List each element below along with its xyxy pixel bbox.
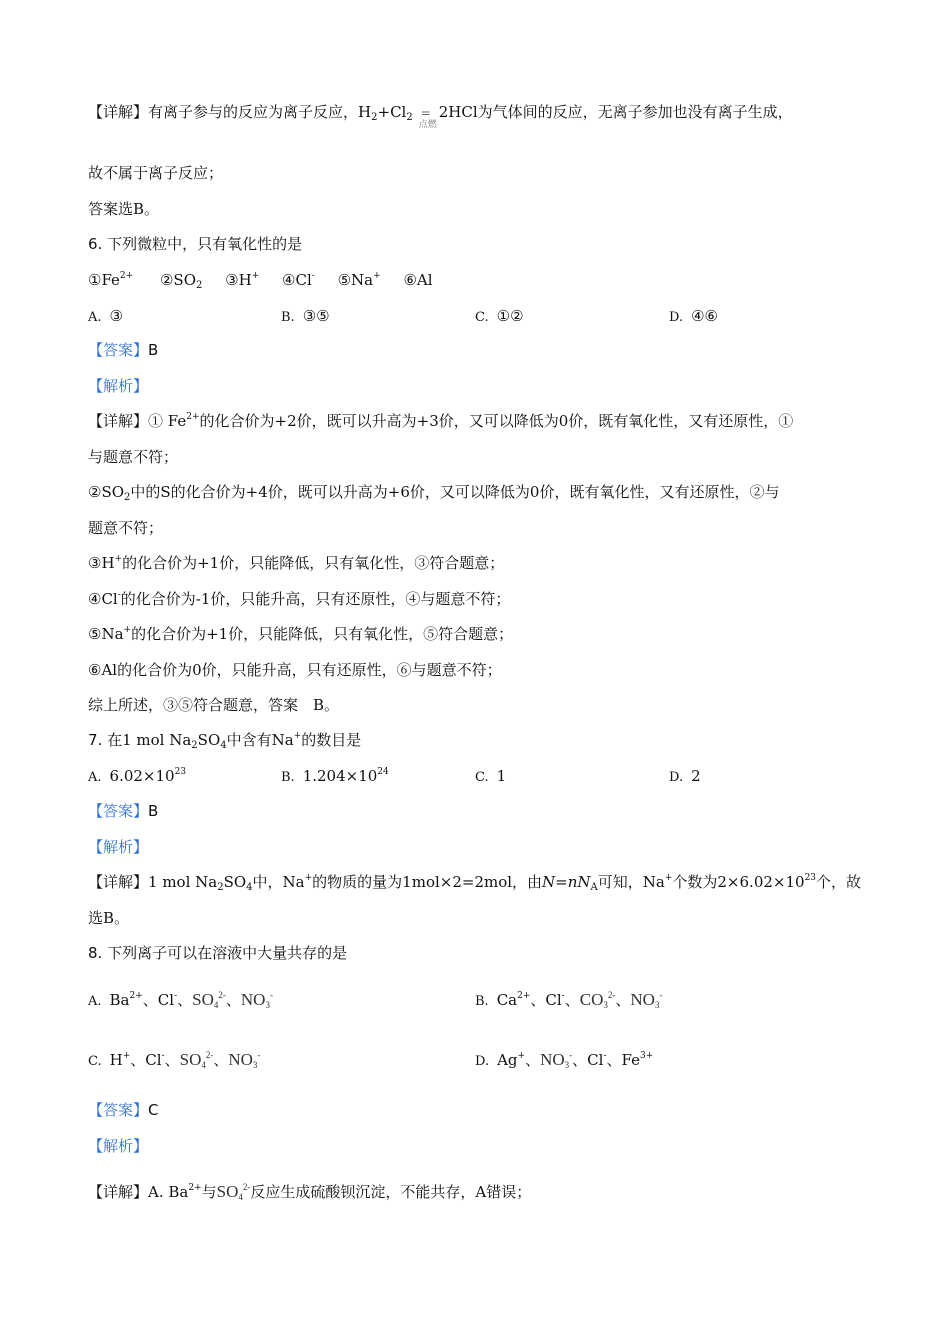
detail-tag: 【详解】 — [88, 412, 149, 430]
nitrate-ion: $NO_3^-$ — [240, 990, 273, 1010]
particle-3: ③H+ — [225, 271, 260, 289]
q7-stem: 7. 在1 mol $Na_2SO_4$中含有Na+的数目是 — [88, 731, 362, 751]
q6-detail-4: ④Cl-的化合价为-1价，只能升高，只有还原性，④与题意不符； — [88, 590, 511, 608]
q5-detail-line-2: 故不属于离子反应； — [88, 164, 224, 182]
equation: $H_2+Cl_2$ = 点燃 2HCl — [358, 103, 478, 130]
q6-detail-1-cont: 与题意不符； — [88, 448, 179, 466]
answer-tag: 【答案】 — [88, 341, 149, 359]
q7-detail-cont: 选B。 — [88, 909, 130, 927]
detail-tag: 【详解】 — [88, 103, 149, 121]
question-stem: 下列离子可以在溶液中大量共存的是 — [107, 944, 348, 962]
particle-5: ⑤Na+ — [337, 271, 381, 289]
question-number: 6. — [88, 235, 103, 253]
q8-detail: 【详解】A. $Ba^{2+}$与$SO_4^{2-}$反应生成硫酸钡沉淀，不能共存，A错误； — [88, 1182, 532, 1202]
q6-particles — [88, 270, 433, 290]
sulfate-ion: $SO_4^{2-}$ — [192, 990, 226, 1010]
particle-4: ④Cl- — [282, 271, 315, 289]
q7-option-a[interactable]: A. $6.02\times 10^{23}$ — [88, 767, 187, 785]
nitrate-ion: $NO_3^-$ — [228, 1050, 261, 1070]
q8-answer — [88, 1100, 159, 1120]
question-number: 7. — [88, 731, 103, 749]
q6-option-d[interactable]: D. ④⑥ — [669, 307, 718, 325]
q5-detail-text-post: 为气体间的反应，无离子参加也没有离子生成， — [477, 103, 793, 121]
question-number: 8. — [88, 944, 103, 962]
detail-tag: 【详解】 — [88, 1183, 149, 1201]
q7-analysis-tag: 【解析】 — [88, 838, 149, 856]
q8-option-c[interactable]: C. H+、Cl-、$SO_4^{2-}$、$NO_3^-$ — [88, 1050, 261, 1070]
carbonate-ion: $CO_3^{2-}$ — [579, 990, 616, 1010]
q7-option-d[interactable]: D. 2 — [669, 767, 701, 785]
q6-detail-2-cont: 题意不符； — [88, 519, 164, 537]
q6-detail-6: ⑥Al的化合价为0价，只能升高，只有还原性，⑥与题意不符； — [88, 661, 502, 679]
q6-detail-3: ③H+的化合价为+1价，只能降低，只有氧化性，③符合题意； — [88, 554, 505, 572]
answer-tag: 【答案】 — [88, 802, 149, 820]
answer-value: C — [148, 1101, 159, 1119]
q6-detail-5: ⑤Na+的化合价为+1价，只能降低，只有氧化性，⑤符合题意； — [88, 625, 514, 643]
nitrate-ion: $NO_3^-$ — [540, 1050, 573, 1070]
q8-option-d[interactable]: D. Ag+、$NO_3^-$、Cl-、$Fe^{3+}$ — [475, 1050, 654, 1070]
q5-detail-line-3: 答案选B。 — [88, 200, 160, 218]
sulfate-ion: $SO_4^{2-}$ — [179, 1050, 214, 1070]
q6-option-a[interactable]: A. ③ — [88, 307, 123, 325]
particle-1: $①Fe^{2+}$ — [88, 271, 134, 289]
nitrate-ion: $NO_3^-$ — [630, 990, 663, 1010]
q6-stem — [88, 234, 302, 254]
q8-stem — [88, 943, 347, 963]
q7-option-b[interactable]: B. $1.204\times 10^{24}$ — [281, 767, 389, 785]
q7-detail: 【详解】1 mol $Na_2SO_4$中，Na+的物质的量为1mol×2=2mol，由$N=nN_A$可知，Na+个数为$2\times 6.02\times 10^{23}$个，故 — [88, 873, 862, 893]
reaction-condition: = 点燃 — [418, 106, 437, 130]
q6-detail-2: $②SO_2$中的S的化合价为+4价，既可以升高为+6价，又可以降低为0价，既有氧化性，又有还原性，②与 — [88, 483, 780, 503]
answer-tag: 【答案】 — [88, 1101, 149, 1119]
q8-analysis-tag: 【解析】 — [88, 1137, 149, 1155]
q6-option-c[interactable]: C. ①② — [475, 307, 524, 325]
q6-summary: 综上所述，③⑤符合题意，答案 B。 — [88, 696, 340, 714]
q7-option-c[interactable]: C. 1 — [475, 767, 507, 785]
answer-value: B — [148, 802, 159, 820]
q7-answer — [88, 801, 158, 821]
q5-detail-line-1 — [88, 102, 793, 130]
particle-2: $②SO_2$ — [159, 271, 203, 291]
q6-detail-1: 【详解】① $Fe^{2+}$的化合价为+2价，既可以升高为+3价，又可以降低为0价，既有氧化性，又有还原性，① — [88, 412, 794, 430]
q6-answer — [88, 340, 158, 360]
particle-6: ⑥Al — [403, 271, 433, 289]
detail-tag: 【详解】 — [88, 873, 149, 891]
answer-value: B — [148, 341, 159, 359]
q8-option-a[interactable]: A. $Ba^{2+}$、Cl-、$SO_4^{2-}$、$NO_3^-$ — [88, 990, 273, 1010]
question-stem: 下列微粒中，只有氧化性的是 — [107, 235, 303, 253]
q5-detail-text: 有离子参与的反应为离子反应， — [148, 103, 359, 121]
q6-option-b[interactable]: B. ③⑤ — [281, 307, 330, 325]
q6-analysis-tag: 【解析】 — [88, 377, 149, 395]
sulfate-ion: $SO_4^{2-}$ — [216, 1182, 251, 1202]
q8-option-b[interactable]: B. $Ca^{2+}$、Cl-、$CO_3^{2-}$、$NO_3^-$ — [475, 990, 663, 1010]
